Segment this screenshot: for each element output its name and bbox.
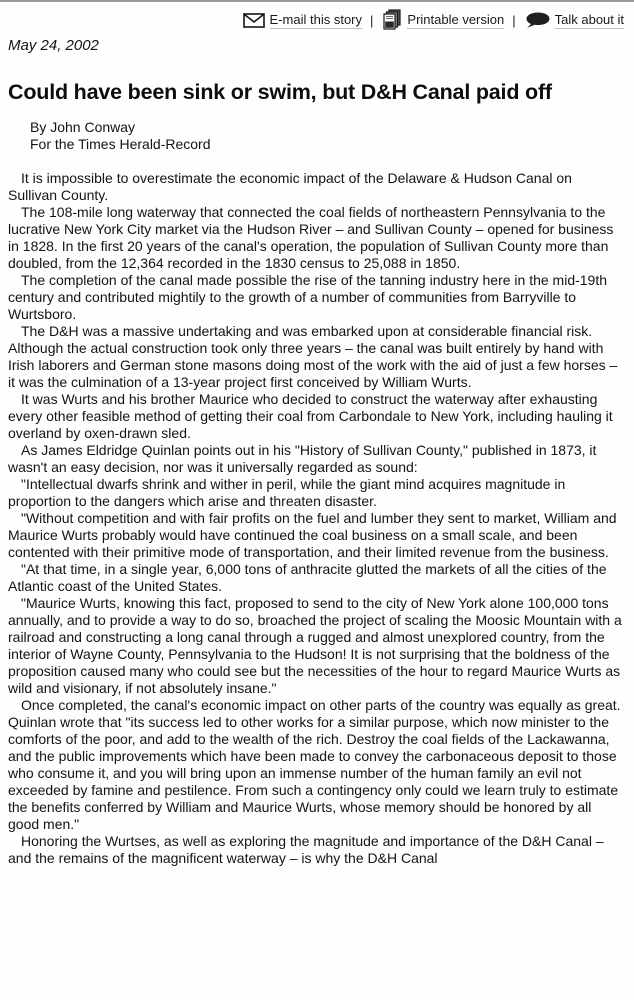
byline-author: By John Conway: [30, 119, 136, 135]
paragraph: It is impossible to overestimate the economic impact of the Delaware & Hudson Canal on Sullivan County.: [8, 170, 572, 203]
article-body: [8, 170, 624, 867]
toolbar-separator: |: [370, 12, 374, 28]
paragraph: As James Eldridge Quinlan points out in his "History of Sullivan County," published in 1873, it wasn't an easy decision, nor was it universally regarded as sound:: [8, 442, 597, 475]
paragraph: Honoring the Wurtses, as well as exploring the magnitude and importance of the D&H Canal – and the remains of the magnificent waterway – is why the D&H Canal: [8, 833, 604, 866]
envelope-icon: [243, 13, 265, 28]
paragraph: "Without competition and with fair profits on the fuel and lumber they sent to market, William and Maurice Wurts probably would have continued the coal business on a small scale, and been contented with their primitive mode of transportation, and their limited revenue from the business.: [8, 510, 617, 560]
paragraph: "At that time, in a single year, 6,000 tons of anthracite glutted the markets of all the cities of the Atlantic coast of the United States.: [8, 561, 607, 594]
paragraph: It was Wurts and his brother Maurice who decided to construct the waterway after exhausting every other feasible method of getting their coal from Carbondale to New York, including hauling it overland by oxen-drawn sled.: [8, 391, 613, 441]
paragraph: Once completed, the canal's economic impact on other parts of the country was equally as great. Quinlan wrote that "its success led to other works for a similar purpose, which now minister to the comforts of the poor, and add to the wealth of the rich. Destroy the coal fields of the Lackawanna, and the public improvements which have been made to convey the carbonaceous deposit to those who consume it, and you will bring upon an immense number of the human family an evil not exceeded by famine and pestilence. From such a contingency only could we learn truly to estimate the benefits conferred by William and Maurice Wurts, whose memory should be honored by all good men.": [8, 697, 621, 832]
paragraph: "Maurice Wurts, knowing this fact, proposed to send to the city of New York alone 100,000 tons annually, and to provide a way to do so, broached the project of scaling the Moosic Mountain with a railroad and constructing a long canal through a rugged and almost unexplored country, from the interior of Wayne County, Pennsylvania to the Hudson! It is not surprising that the boldness of the proposition caused many who could see but the necessities of the hour to regard Maurice Wurts as wild and visionary, if not absolutely insane.": [8, 595, 622, 696]
talk-about-it-link[interactable]: [524, 11, 624, 29]
speech-bubble-icon: [524, 11, 550, 29]
byline: [30, 119, 624, 153]
talk-about-it-label: Talk about it: [554, 11, 624, 27]
headline: Could have been sink or swim, but D&H Canal paid off: [8, 80, 552, 104]
article-date: May 24, 2002: [8, 37, 99, 54]
paragraph: The 108-mile long waterway that connected the coal fields of northeastern Pennsylvania to the lucrative New York City market via the Hudson River – and Sullivan County – opened for business in 1828. In the first 20 years of the canal's operation, the population of Sullivan County more than doubled, from the 12,364 recorded in the 1830 census to 25,088 in 1850.: [8, 204, 614, 271]
paragraph: "Intellectual dwarfs shrink and wither in peril, while the giant mind acquires magnitude in proportion to the dangers which arise and threaten disaster.: [8, 476, 566, 509]
pages-icon: [381, 9, 402, 31]
printable-version-label: Printable version: [407, 11, 505, 27]
toolbar-separator: |: [512, 12, 516, 28]
top-divider: [0, 0, 634, 2]
email-story-link[interactable]: [243, 12, 362, 29]
email-story-label: E-mail this story: [269, 11, 363, 27]
byline-organization: For the Times Herald-Record: [30, 136, 211, 152]
printable-version-link[interactable]: [381, 9, 504, 31]
paragraph: The completion of the canal made possible the rise of the tanning industry here in the mid-19th century and contributed mightily to the growth of a number of communities from Barryville to Wurtsboro.: [8, 272, 608, 322]
story-tools-bar: [8, 0, 624, 32]
paragraph: The D&H was a massive undertaking and was embarked upon at considerable financial risk. Although the actual construction took only three years – the canal was built entirely by hand with Irish laborers and German stone masons doing most of the work with the aid of just a few horses – it was the culmination of a 13-year project first conceived by William Wurts.: [8, 323, 618, 390]
